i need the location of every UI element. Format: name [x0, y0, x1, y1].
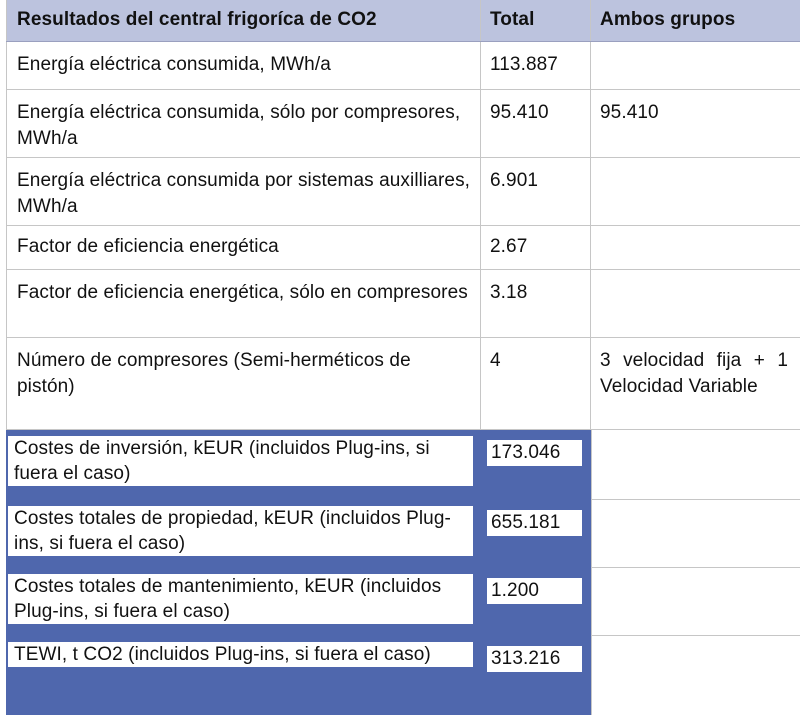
row-label: Energía eléctrica consumida por sistemas auxilliares, MWh/a	[17, 170, 476, 217]
row-total: 4	[490, 350, 501, 371]
row-total: 1.200	[491, 580, 540, 601]
header-title: Resultados del central frigoríca de CO2	[17, 9, 377, 30]
row-total: 313.216	[491, 648, 561, 669]
total-cell	[481, 42, 591, 89]
row-ambos: 95.410	[600, 102, 659, 123]
ambos-cell	[591, 270, 800, 337]
header-total: Total	[490, 9, 535, 30]
header-ambos: Ambos grupos	[600, 9, 736, 30]
label-cell	[6, 338, 481, 429]
row-label: Costes totales de mantenimiento, kEUR (incluidos Plug-ins, si fuera el caso)	[14, 576, 447, 622]
total-cell	[481, 338, 591, 429]
table-row	[6, 42, 800, 90]
row-label: Factor de eficiencia energética, sólo en compresores	[17, 282, 468, 303]
row-total: 655.181	[491, 512, 561, 533]
table-row	[6, 90, 800, 158]
label-cell	[6, 270, 481, 337]
row-label: Energía eléctrica consumida, sólo por compresores, MWh/a	[17, 102, 466, 149]
table-header-row	[6, 0, 800, 42]
row-total: 6.901	[490, 170, 539, 191]
ambos-cell	[591, 158, 800, 225]
header-cell-title	[6, 0, 481, 41]
row-label: TEWI, t CO2 (incluidos Plug-ins, si fuera el caso)	[14, 644, 431, 665]
ambos-cell	[591, 90, 800, 157]
header-cell-ambos	[591, 0, 800, 41]
row-total: 113.887	[490, 54, 558, 75]
total-cell	[481, 90, 591, 157]
row-label: Número de compresores (Semi-herméticos de pistón)	[17, 350, 417, 397]
table-row	[6, 338, 800, 430]
ambos-cell	[591, 42, 800, 89]
total-cell	[481, 226, 591, 269]
row-total: 95.410	[490, 102, 549, 123]
total-cell	[481, 158, 591, 225]
table-row	[6, 270, 800, 338]
label-cell	[6, 158, 481, 225]
row-label: Costes totales de propiedad, kEUR (incluidos Plug-ins, si fuera el caso)	[14, 508, 451, 554]
total-cell	[481, 270, 591, 337]
label-cell	[6, 226, 481, 269]
ambos-cell	[591, 338, 800, 429]
row-total: 173.046	[491, 442, 561, 463]
highlight-block	[6, 430, 591, 715]
table-row	[6, 226, 800, 270]
row-ambos: 3 velocidad fija + 1 Velocidad Variable	[600, 350, 794, 397]
row-label: Factor de eficiencia energética	[17, 236, 279, 257]
label-cell	[6, 42, 481, 89]
ambos-cell	[591, 226, 800, 269]
row-label: Energía eléctrica consumida, MWh/a	[17, 54, 331, 75]
header-cell-total	[481, 0, 591, 41]
row-total: 3.18	[490, 282, 528, 303]
row-label: Costes de inversión, kEUR (incluidos Plug-ins, si fuera el caso)	[14, 438, 436, 484]
table-row	[6, 158, 800, 226]
label-cell	[6, 90, 481, 157]
row-total: 2.67	[490, 236, 528, 257]
